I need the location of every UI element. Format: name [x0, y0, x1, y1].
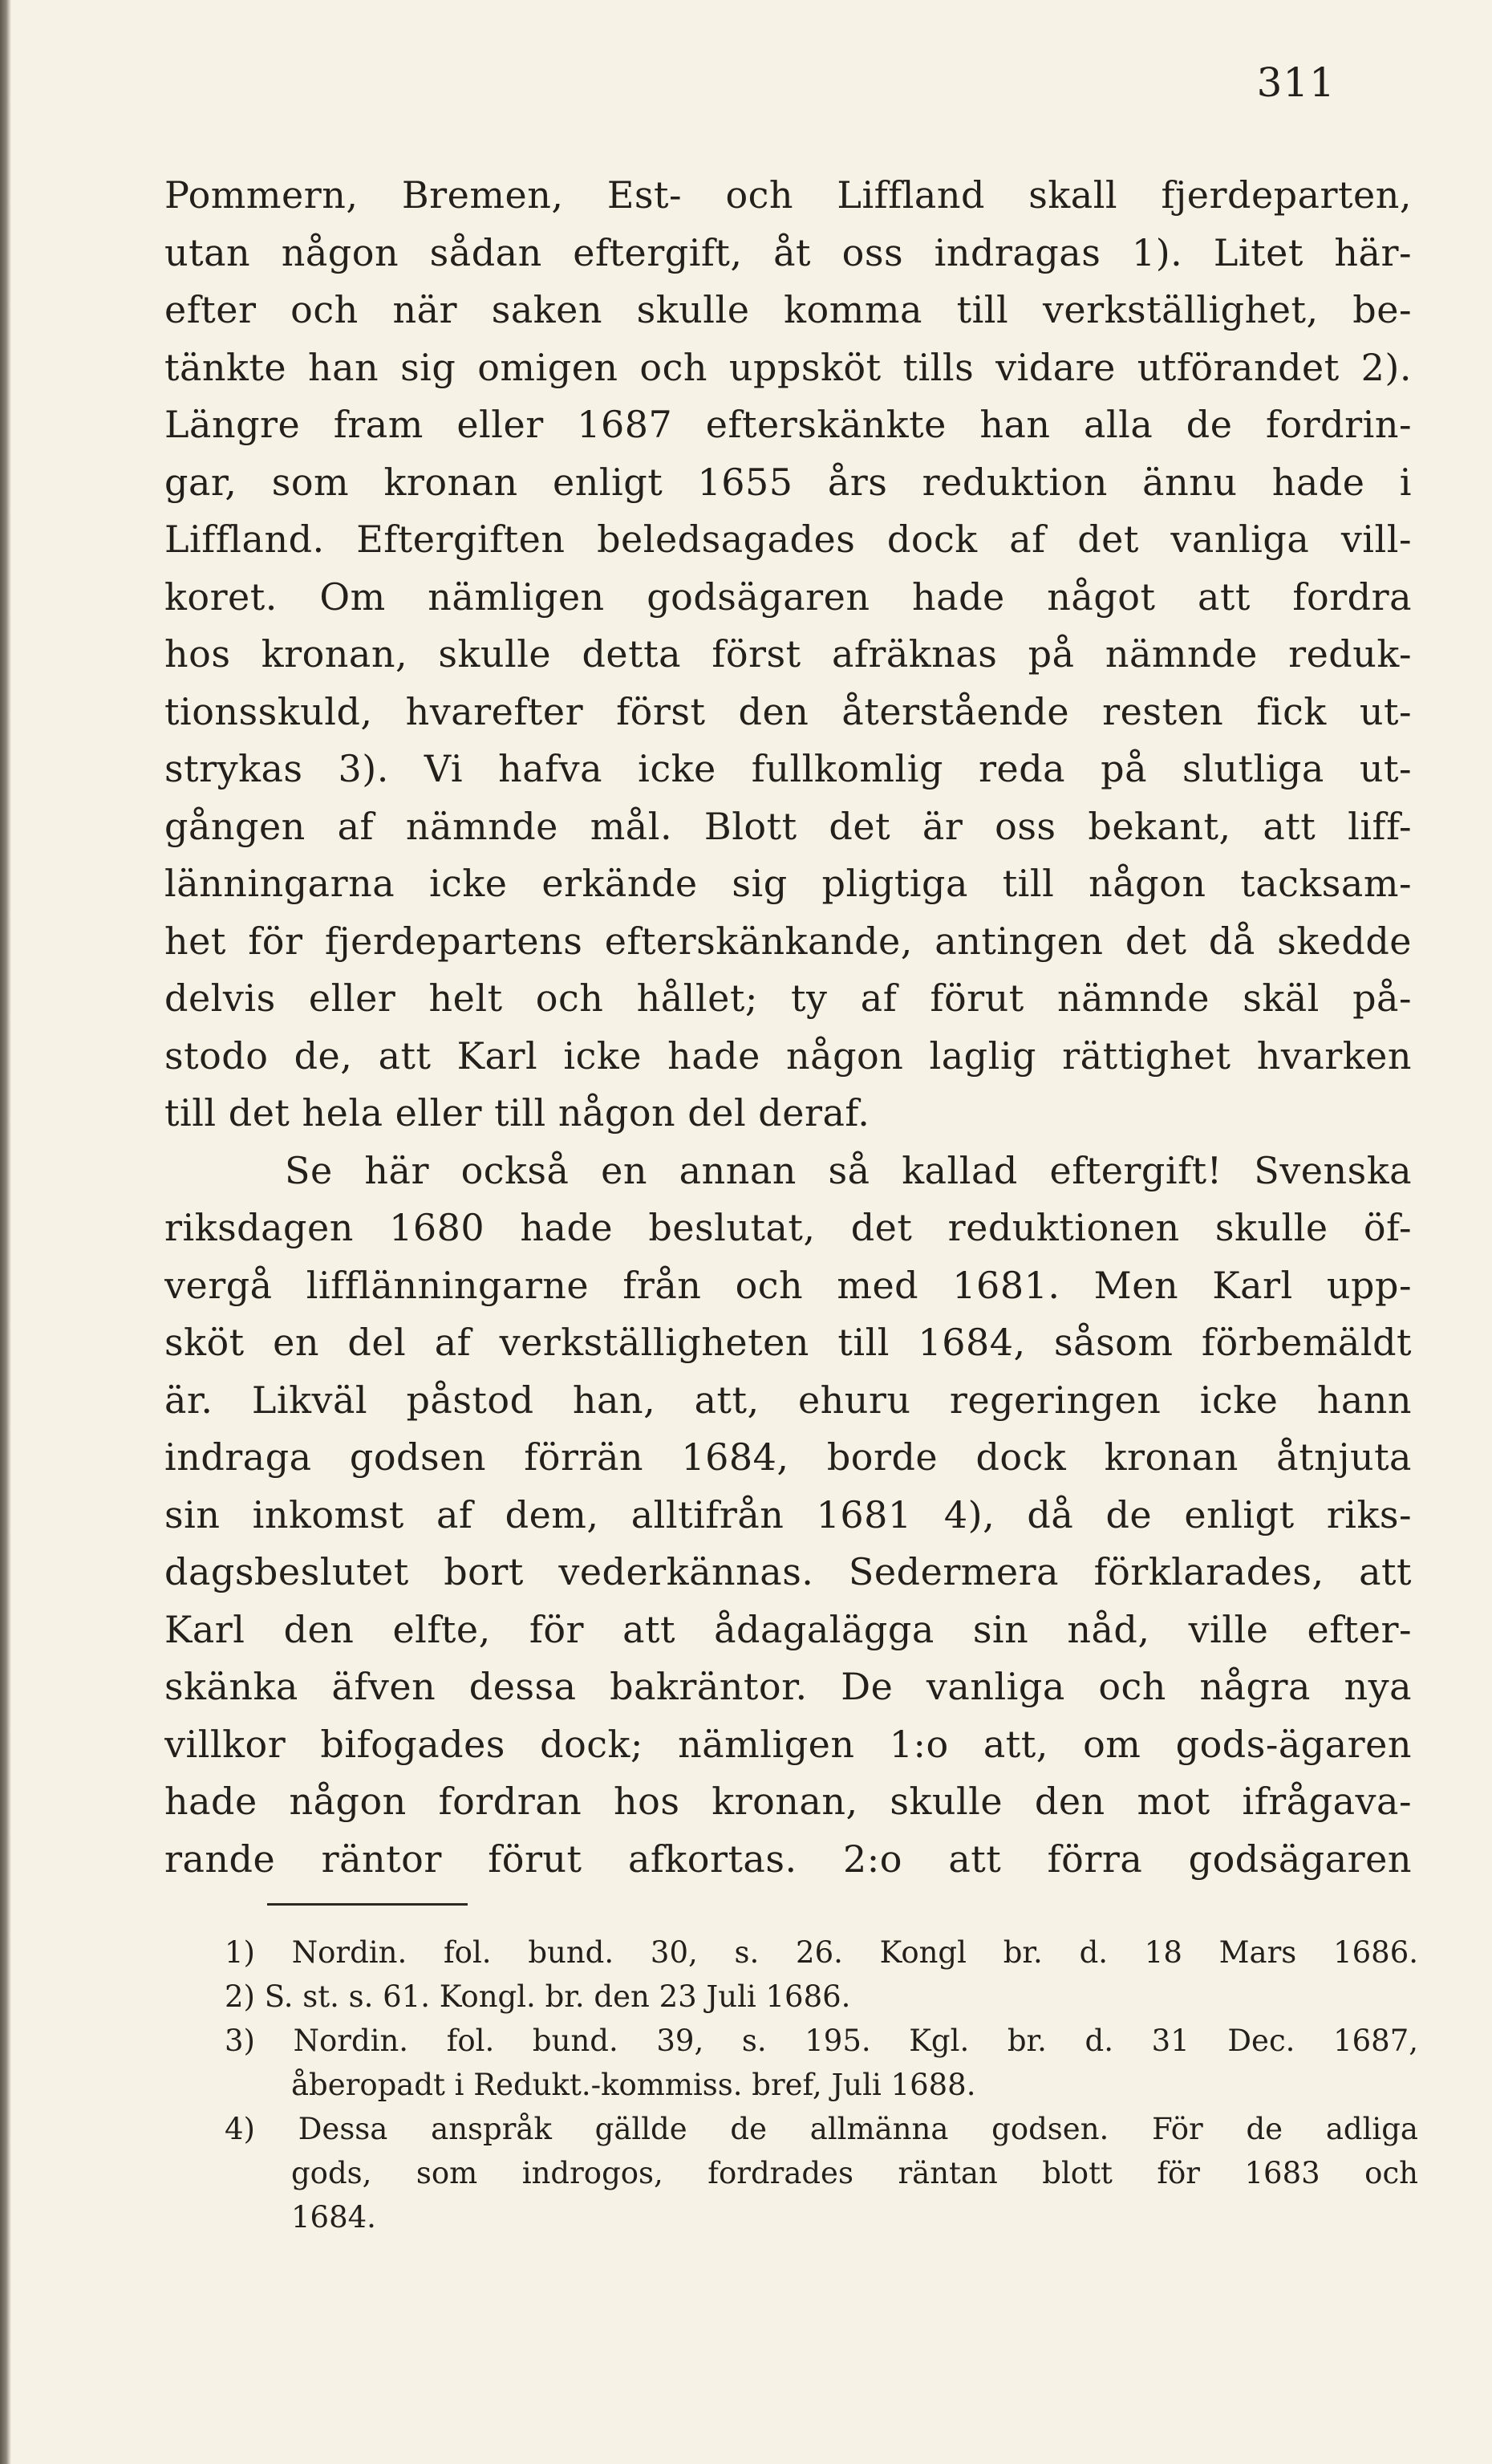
body-line: riksdagen 1680 hade beslutat, det reduktionen skulle öf- — [164, 1206, 1412, 1249]
body-text — [164, 167, 1412, 1888]
body-line: koret. Om nämligen godsägaren hade något att fordra — [164, 574, 1412, 619]
body-line: strykas 3). Vi hafva icke fullkomlig reda på slutliga ut- — [164, 747, 1412, 790]
body-line: stodo de, att Karl icke hade någon laglig rättighet hvarken — [164, 1033, 1412, 1078]
body-line: indraga godsen förrän 1684, borde dock kronan åtnjuta — [164, 1435, 1412, 1479]
body-line: hos kronan, skulle detta först afräknas på nämnde reduk- — [164, 632, 1412, 676]
footnotes — [225, 1930, 1418, 2239]
body-line: Pommern, Bremen, Est- och Liffland skall fjerdeparten, — [164, 173, 1412, 217]
footnote-line: 1684. — [291, 2200, 376, 2235]
body-line: länningarna icke erkände sig pligtiga till någon tacksam- — [164, 862, 1412, 905]
footnote-line: 4) Dessa anspråk gällde de allmänna godsen. För de adliga — [225, 2112, 1418, 2146]
body-line: sköt en del af verkställigheten till 1684, såsom förbemäldt — [164, 1321, 1412, 1364]
body-line: till det hela eller till någon del deraf. — [164, 1091, 870, 1135]
body-line: skänka äfven dessa bakräntor. De vanliga och några nya — [164, 1665, 1412, 1708]
body-line: hade någon fordran hos kronan, skulle den mot ifrågava- — [164, 1780, 1412, 1823]
page-left-edge — [0, 0, 11, 2464]
footnote-line: 2) S. st. s. 61. Kongl. br. den 23 Juli 1686. — [225, 1979, 851, 2014]
footnote-line: 3) Nordin. fol. bund. 39, s. 195. Kgl. br. d. 31 Dec. 1687, — [225, 2024, 1418, 2058]
body-line: Karl den elfte, för att ådagalägga sin nåd, ville efter- — [164, 1607, 1412, 1651]
page-number: 311 — [1256, 59, 1336, 106]
body-line: villkor bifogades dock; nämligen 1:o att, om gods-ägaren — [164, 1722, 1412, 1766]
body-line: het för fjerdepartens efterskänkande, antingen det då skedde — [164, 919, 1412, 963]
footnote-line: gods, som indrogos, fordrades räntan blott för 1683 och — [291, 2156, 1418, 2190]
body-line: utan någon sådan eftergift, åt oss indragas 1). Litet här- — [164, 230, 1412, 274]
body-line: rande räntor förut afkortas. 2:o att förra godsägaren — [164, 1837, 1412, 1881]
body-line: Liffland. Eftergiften beledsagades dock af det vanliga vill- — [164, 518, 1412, 561]
footnote-rule — [267, 1903, 468, 1906]
body-line: delvis eller helt och hållet; ty af förut nämnde skäl på- — [164, 976, 1412, 1020]
body-line: dagsbeslutet bort vederkännas. Sedermera förklarades, att — [164, 1550, 1412, 1593]
body-line: Längre fram eller 1687 efterskänkte han alla de fordrin- — [164, 403, 1412, 446]
footnote-line: 1) Nordin. fol. bund. 30, s. 26. Kongl br. d. 18 Mars 1686. — [225, 1935, 1418, 1970]
body-line: tänkte han sig omigen och uppsköt tills vidare utförandet 2). — [164, 345, 1412, 389]
body-line: efter och när saken skulle komma till verkställighet, be- — [164, 288, 1412, 331]
body-line: gången af nämnde mål. Blott det är oss bekant, att liff- — [164, 804, 1412, 848]
body-line: sin inkomst af dem, alltifrån 1681 4), då de enligt riks- — [164, 1492, 1412, 1536]
footnote-line: åberopadt i Redukt.-kommiss. bref, Juli 1688. — [291, 2068, 976, 2102]
body-line: Se här också en annan så kallad eftergift! Svenska — [285, 1148, 1412, 1192]
body-line: gar, som kronan enligt 1655 års reduktion ännu hade i — [164, 460, 1412, 504]
body-line: är. Likväl påstod han, att, ehuru regeringen icke hann — [164, 1378, 1412, 1422]
body-line: vergå lifflänningarne från och med 1681. Men Karl upp- — [164, 1263, 1412, 1307]
body-line: tionsskuld, hvarefter först den återstående resten fick ut- — [164, 689, 1412, 733]
